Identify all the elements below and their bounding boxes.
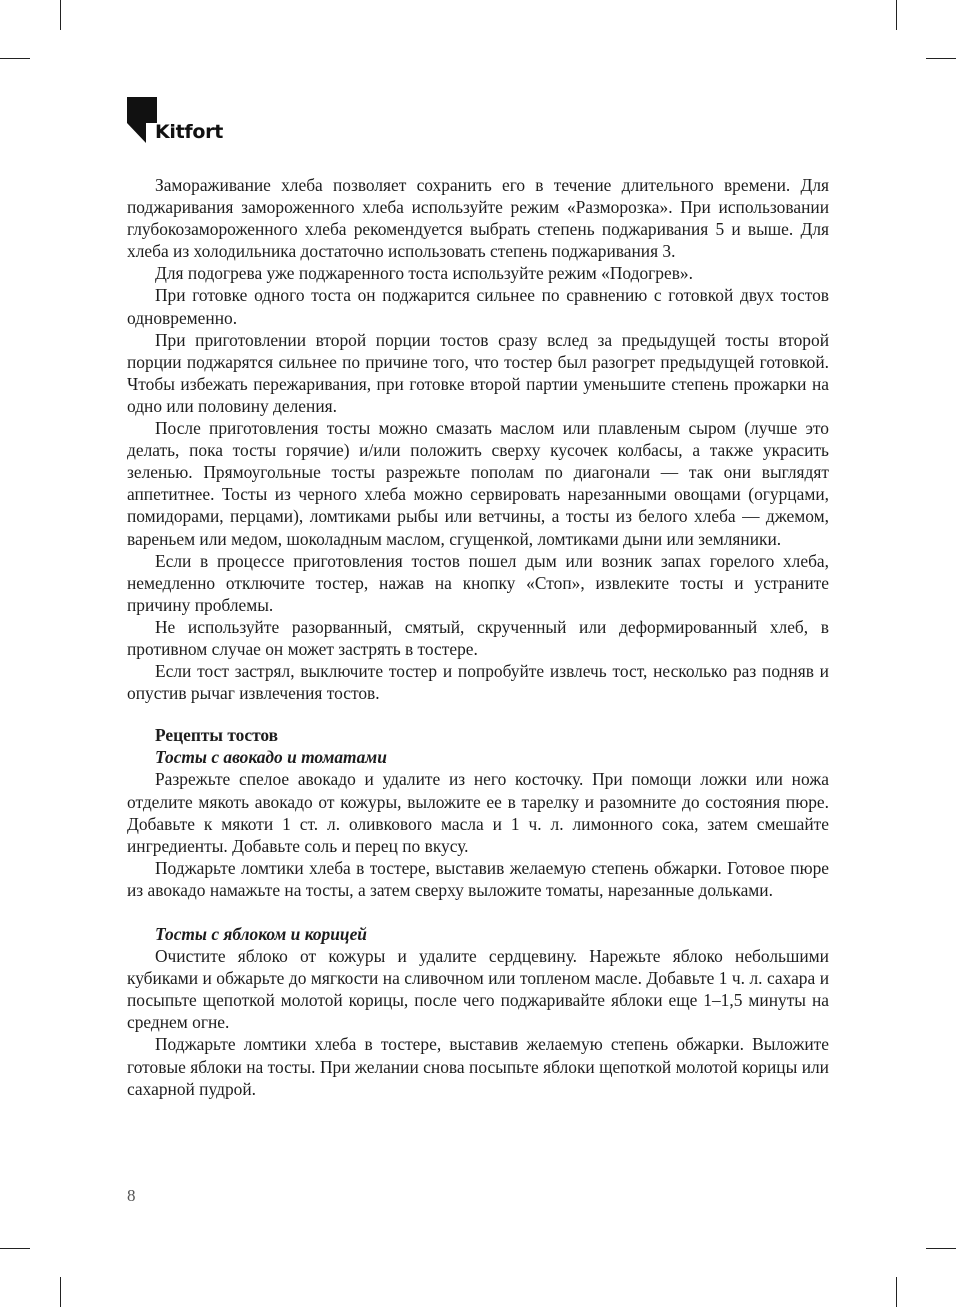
section-heading: Рецепты тостов <box>155 725 279 746</box>
paragraph: При готовке одного тоста он поджарится сильнее по сравнению с готовкой двух тостов одновременно. <box>127 285 829 328</box>
crop-mark <box>0 1248 30 1249</box>
crop-mark <box>896 0 897 30</box>
page-content <box>127 174 829 1100</box>
crop-mark <box>60 1277 61 1307</box>
recipe-title: Тосты с авокадо и томатами <box>155 747 387 768</box>
crop-mark <box>0 58 30 59</box>
page-number: 8 <box>127 1186 136 1205</box>
crop-mark <box>926 1248 956 1249</box>
paragraph: Поджарьте ломтики хлеба в тостере, выставив желаемую степень обжарки. Выложите готовые яблоки на тосты. При желании снова посыпьте яблоки щепоткой молотой корицы или сахарной пудрой. <box>127 1034 829 1099</box>
paragraph: Если тост застрял, выключите тостер и попробуйте извлечь тост, несколько раз подняв и опустив рычаг извлечения тостов. <box>127 661 829 704</box>
crop-mark <box>896 1277 897 1307</box>
paragraph: Замораживание хлеба позволяет сохранить его в течение длительного времени. Для поджаривания замороженного хлеба используйте режим «Разморозка». При использовании глубокозамороженного хлеба рекомендуется выбрать степень поджаривания 5 и выше. Для хлеба из холодильника достаточно использовать степень поджаривания 3. <box>127 175 829 262</box>
paragraph: Не используйте разорванный, смятый, скрученный или деформированный хлеб, в противном случае он может застрять в тостере. <box>127 616 829 659</box>
paragraph: После приготовления тосты можно смазать маслом или плавленым сыром (лучше это делать, пока тосты горячие) и/или положить сверху кусочек колбасы, а также украсить зеленью. Прямоугольные тосты разрежьте пополам по диагонали — так они выглядят аппетитнее. Тосты из черного хлеба можно сервировать нарезанными овощами (огурцами, помидорами, перцами), ломтиками рыбы или ветчины, а тосты из белого хлеба — джемом, вареньем или медом, шоколадным маслом, сгущенкой, ломтиками дыни или земляники. <box>127 418 829 549</box>
crop-mark <box>60 0 61 30</box>
crop-mark <box>926 58 956 59</box>
brand-name: Kitfort <box>155 121 223 143</box>
recipe-title: Тосты с яблоком и корицей <box>155 924 367 944</box>
paragraph: Если в процессе приготовления тостов пошел дым или возник запах горелого хлеба, немедленно отключите тостер, нажав на кнопку «Стоп», извлеките тосты и устраните причину проблемы. <box>127 550 829 615</box>
brand-logo <box>127 97 237 147</box>
paragraph: Очистите яблоко от кожуры и удалите сердцевину. Нарежьте яблоко небольшими кубиками и обжарьте до мягкости на сливочном или топленом масле. Добавьте 1 ч. л. сахара и посыпьте щепоткой молотой корицы, после чего поджаривайте яблоки еще 1–1,5 минуты на среднем огне. <box>127 946 829 1033</box>
paragraph: Разрежьте спелое авокадо и удалите из него косточку. При помощи ложки или ножа отделите мякоть авокадо от кожуры, выложите ее в тарелку и разомните до состояния пюре. Добавьте к мякоти 1 ст. л. оливкового масла и 1 ч. л. лимонного сока, затем смешайте ингредиенты. Добавьте соль и перец по вкусу. <box>127 769 829 856</box>
paragraph: Для подогрева уже поджаренного тоста используйте режим «Подогрев». <box>155 263 693 284</box>
paragraph: При приготовлении второй порции тостов сразу вслед за предыдущей тосты второй порции поджарятся сильнее по причине того, что тостер был разогрет предыдущей готовкой. Чтобы избежать пережаривания, при готовке второй партии уменьшите степень прожарки на одно или половину деления. <box>127 329 829 416</box>
paragraph: Поджарьте ломтики хлеба в тостере, выставив желаемую степень обжарки. Готовое пюре из авокадо намажьте на тосты, а затем сверху выложите томаты, нарезанные дольками. <box>127 857 829 900</box>
